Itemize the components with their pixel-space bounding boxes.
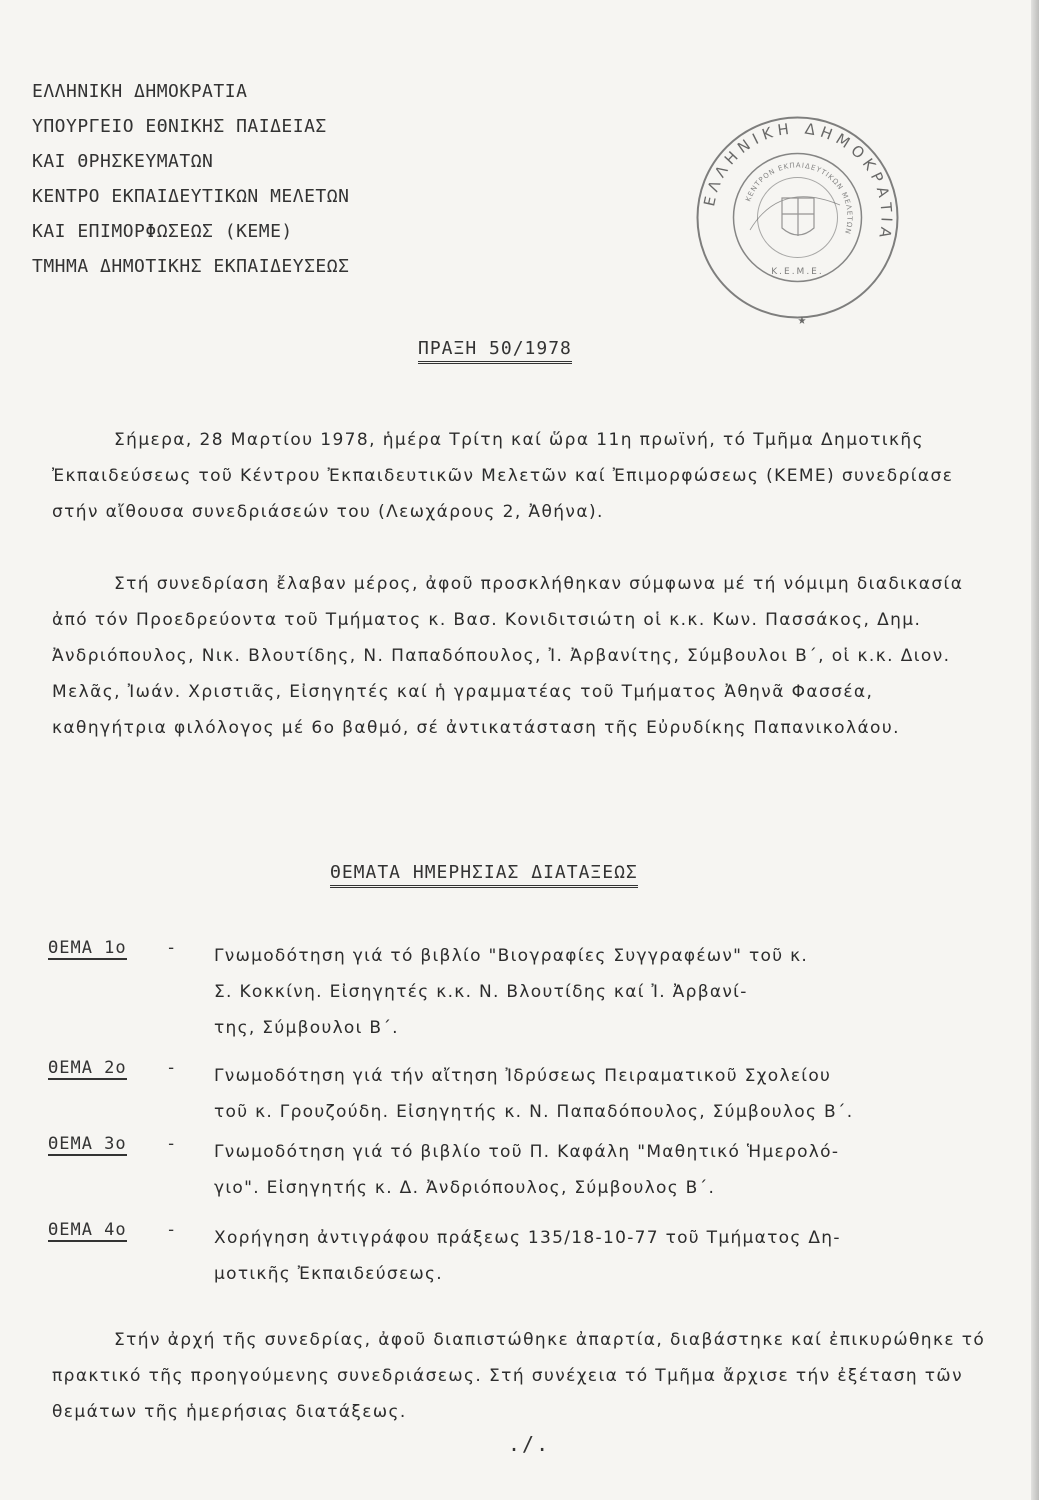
agenda-item-label: ΘΕΜΑ 1ο — [48, 938, 127, 958]
agenda-item-label: ΘΕΜΑ 3ο — [48, 1134, 127, 1154]
letterhead-line: ΕΛΛΗΝΙΚΗ ΔΗΜΟΚΡΑΤΙΑ — [32, 81, 248, 102]
agenda-item-line: Χορήγηση ἀντιγράφου πράξεως 135/18-10-77 τοῦ Τμήματος Δη- — [214, 1228, 841, 1248]
agenda-item-line: Γνωμοδότηση γιά τό βιβλίο τοῦ Π. Καφάλη "Μαθητικό Ἡμερολό- — [214, 1142, 840, 1162]
letterhead-line: ΚΕΝΤΡΟ ΕΚΠΑΙΔΕΥΤΙΚΩΝ ΜΕΛΕΤΩΝ — [32, 186, 350, 207]
seal-bottom-text: Κ.Ε.Μ.Ε. — [771, 267, 824, 277]
letterhead — [32, 74, 349, 284]
letterhead-line: ΚΑΙ ΘΡΗΣΚΕΥΜΑΤΩΝ — [32, 151, 214, 172]
agenda-item-text — [214, 1134, 1014, 1206]
agenda-item-line: Γνωμοδότηση γιά τό βιβλίο "Βιογραφίες Συγγραφέων" τοῦ κ. — [214, 946, 809, 966]
seal-inner-text: ΚΕΝΤΡΟΝ ΕΚΠΑΙΔΕΥΤΙΚΩΝ ΜΕΛΕΤΩΝ — [744, 161, 854, 236]
agenda-item-text — [214, 1220, 1014, 1292]
agenda-item-dash: - — [166, 1134, 177, 1154]
agenda-item-line: τοῦ κ. Γρουζούδη. Εἰσηγητής κ. Ν. Παπαδόπουλος, Σύμβουλος Β΄. — [214, 1102, 854, 1122]
agenda-item-dash: - — [166, 1220, 177, 1240]
closing-paragraph-text: Στήν ἀρχή τῆς συνεδρίας, ἀφοῦ διαπιστώθηκε ἀπαρτία, διαβάστηκε καί ἐπικυρώθηκε τό πρακτικό τῆς προηγούμενης συνεδριάσεως. Στή συνέχεια τό Τμῆμα ἄρχισε τήν ἐξέταση τῶν θεμάτων τῆς ἡμερήσιας διατάξεως. — [52, 1330, 986, 1422]
agenda-item-dash: - — [166, 1058, 177, 1078]
agenda-item-dash: - — [166, 938, 177, 958]
agenda-item-line: της, Σύμβουλοι Β΄. — [214, 1018, 399, 1038]
agenda-item-label: ΘΕΜΑ 4ο — [48, 1220, 127, 1240]
closing-paragraph — [52, 1322, 987, 1430]
opening-paragraph-text: Σήμερα, 28 Μαρτίου 1978, ἡμέρα Τρίτη καί ὥρα 11η πρωϊνή, τό Τμῆμα Δημοτικῆς Ἐκπαιδεύσεως τοῦ Κέντρου Ἐκπαιδευτικῶν Μελετῶν καί Ἐπιμορφώσεως (ΚΕΜΕ) συνεδρίασε στήν αἴθουσα συνεδριάσεών του (Λεωχάρους 2, Ἀθήνα). — [52, 430, 954, 522]
page-edge-shadow — [1031, 0, 1039, 1500]
agenda-item-label: ΘΕΜΑ 2ο — [48, 1058, 127, 1078]
document-title: ΠΡΑΞΗ 50/1978 — [418, 338, 572, 364]
agenda-item-line: Σ. Κοκκίνη. Εἰσηγητές κ.κ. Ν. Βλουτίδης καί Ἰ. Ἀρβανί- — [214, 982, 748, 1002]
agenda-heading: ΘΕΜΑΤΑ ΗΜΕΡΗΣΙΑΣ ΔΙΑΤΑΞΕΩΣ — [330, 862, 638, 888]
agenda-item-text — [214, 938, 1014, 1046]
attendance-paragraph-text: Στή συνεδρίαση ἔλαβαν μέρος, ἀφοῦ προσκλήθηκαν σύμφωνα μέ τή νόμιμη διαδικασία ἀπό τόν Προεδρεύοντα τοῦ Τμήματος κ. Βασ. Κονιδιτσιώτη οἱ κ.κ. Κων. Πασσάκος, Δημ. Ἀνδριόπουλος, Νικ. Βλουτίδης, Ν. Παπαδόπουλος, Ἰ. Ἀρβανίτης, Σύμβουλοι Β΄, οἱ κ.κ. Διον. Μελᾶς, Ἰωάν. Χριστιᾶς, Εἰσηγητές καί ἡ γραμματέας τοῦ Τμήματος Ἀθηνᾶ Φασσέα, καθηγήτρια φιλόλογος μέ 6ο βαθμό, σέ ἀντικατάσταση τῆς Εὐρυδίκης Παπανικολάου. — [52, 574, 964, 738]
continuation-mark: ./. — [508, 1432, 551, 1456]
attendance-paragraph — [52, 566, 987, 746]
agenda-item-text — [214, 1058, 1014, 1130]
letterhead-line: ΥΠΟΥΡΓΕΙΟ ΕΘΝΙΚΗΣ ΠΑΙΔΕΙΑΣ — [32, 116, 327, 137]
letterhead-line: ΤΜΗΜΑ ΔΗΜΟΤΙΚΗΣ ΕΚΠΑΙΔΕΥΣΕΩΣ — [32, 256, 350, 277]
opening-paragraph — [52, 422, 987, 530]
star-icon: ★ — [797, 312, 807, 325]
seal-outer-text: ΕΛΛΗΝΙΚΗ ΔΗΜΟΚΡΑΤΙΑ — [700, 119, 896, 245]
agenda-item-line: Γνωμοδότηση γιά τήν αἴτηση Ἰδρύσεως Πειραματικοῦ Σχολείου — [214, 1066, 832, 1086]
official-seal — [690, 110, 905, 325]
agenda-item-line: γιο". Εἰσηγητής κ. Δ. Ἀνδριόπουλος, Σύμβουλος Β΄. — [214, 1178, 716, 1198]
agenda-item-line: μοτικῆς Ἐκπαιδεύσεως. — [214, 1264, 443, 1284]
letterhead-line: ΚΑΙ ΕΠΙΜΟΡΦΩΣΕΩΣ (ΚΕΜΕ) — [32, 221, 293, 242]
